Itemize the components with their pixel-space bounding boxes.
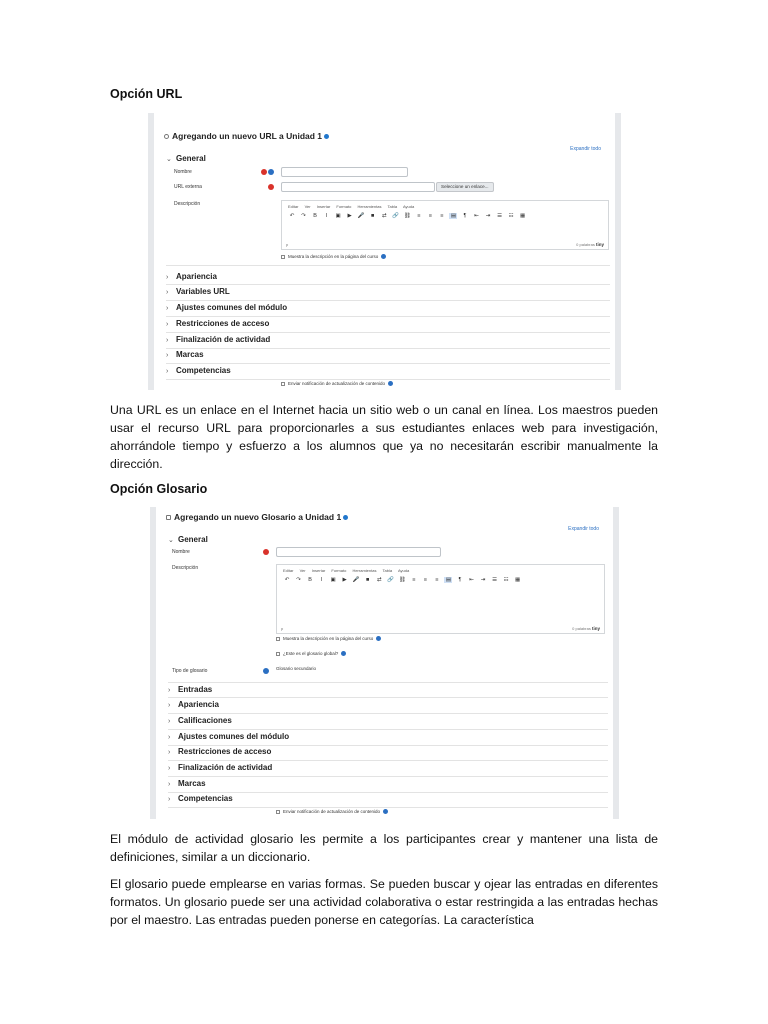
menu-ayuda[interactable]: Ayuda: [402, 204, 415, 209]
field-label-nombre: Nombre: [174, 169, 192, 175]
redo-icon[interactable]: ↷: [301, 213, 306, 219]
h5p-icon[interactable]: ⇄: [381, 213, 387, 219]
word-count: 0 palabras tiny: [576, 242, 604, 247]
editor-toolbar: [288, 213, 529, 219]
show-description-checkbox[interactable]: Muestra la descripción en la página del curso: [276, 636, 381, 641]
chevron-down-icon: ⌄: [166, 156, 172, 163]
help-icon: [268, 169, 274, 175]
h5p-icon[interactable]: ⇄: [376, 577, 382, 583]
divider: [166, 316, 610, 317]
global-glossary-checkbox[interactable]: ¿Este es el glosario global?: [276, 651, 346, 656]
section-ajustes-comunes[interactable]: › Ajustes comunes del módulo: [168, 732, 290, 741]
rtl-icon[interactable]: ¶: [458, 577, 462, 583]
bold-icon[interactable]: B: [313, 213, 317, 219]
divider: [168, 682, 608, 683]
divider: [168, 729, 608, 730]
section-finalizacion[interactable]: › Finalización de actividad: [166, 335, 271, 344]
help-icon: [341, 651, 346, 656]
chevron-right-icon: ›: [168, 734, 171, 741]
section-entradas[interactable]: › Entradas: [168, 685, 213, 694]
image-icon[interactable]: ▣: [330, 577, 336, 583]
field-label-tipo: Tipo de glosario: [172, 668, 208, 674]
menu-insertar[interactable]: Insertar: [311, 568, 326, 573]
ltr-icon[interactable]: ▤: [445, 577, 452, 583]
image-icon[interactable]: ▣: [335, 213, 341, 219]
help-icon: [383, 809, 388, 814]
nombre-input[interactable]: [276, 547, 441, 557]
section-apariencia[interactable]: › Apariencia: [168, 700, 219, 709]
checkbox-icon[interactable]: [276, 810, 280, 814]
paragraph-glosario-1: El módulo de actividad glosario les permite a los participantes crear y mantener una lista de definiciones, similar a un diccionario.: [110, 832, 658, 864]
menu-ayuda[interactable]: Ayuda: [397, 568, 410, 573]
tiny-logo: tiny: [595, 242, 604, 247]
chevron-right-icon: ›: [168, 749, 171, 756]
chevron-right-icon: ›: [168, 796, 171, 803]
help-icon: [381, 254, 386, 259]
section-general[interactable]: ⌄ General: [166, 154, 206, 163]
show-description-checkbox[interactable]: Muestra la descripción en la página del curso: [281, 254, 386, 259]
editor-menubar: [283, 568, 414, 573]
divider: [168, 792, 608, 793]
field-label-nombre: Nombre: [172, 549, 190, 555]
heading-url: Opción URL: [110, 87, 183, 101]
divider: [166, 284, 610, 285]
menu-tabla[interactable]: Tabla: [387, 204, 398, 209]
divider: [166, 363, 610, 364]
checkbox-icon[interactable]: [281, 382, 285, 386]
chevron-right-icon: ›: [166, 368, 169, 375]
paragraph-url: Una URL es un enlace en el Internet hacia un sitio web o un canal en línea. Los maestros pueden usar el recurso URL para proporcionarles a sus estudiantes enlaces web para investigación, ahorrándole tiempo y esfuerzo a los alumnos que ya no necesitarán escribir manualmente la dirección.: [110, 403, 658, 471]
word-count: 0 palabras tiny: [572, 626, 600, 631]
chevron-right-icon: ›: [166, 289, 169, 296]
chevron-right-icon: ›: [168, 718, 171, 725]
align-center-icon[interactable]: ≡: [428, 213, 432, 219]
section-variables-url[interactable]: › Variables URL: [166, 287, 230, 296]
undo-icon[interactable]: ↶: [289, 213, 295, 219]
url-screenshot: [148, 113, 621, 390]
help-icon: [343, 515, 348, 520]
microphone-icon[interactable]: 🎤: [357, 213, 365, 219]
checkbox-icon[interactable]: [276, 652, 280, 656]
section-apariencia[interactable]: › Apariencia: [166, 272, 217, 281]
checkbox-icon[interactable]: [281, 255, 285, 259]
url-input[interactable]: [281, 182, 435, 192]
menu-editar[interactable]: Editar: [288, 204, 299, 209]
paragraph-glosario-2: El glosario puede emplearse en varias formas. Se pueden buscar y ojear las entradas en diferentes formatos. Un glosario puede ser una actividad colaborativa o estar restringida a las entradas hechas por el maestro. Las entradas pueden ponerse en categorías. La característica: [110, 877, 658, 927]
divider: [166, 265, 610, 266]
editor-path: p: [286, 242, 289, 247]
chevron-right-icon: ›: [166, 274, 169, 281]
bullet-list-icon[interactable]: ☰: [492, 577, 498, 583]
help-icon: [376, 636, 381, 641]
numbered-list-icon[interactable]: ☷: [503, 577, 509, 583]
help-icon: [324, 134, 329, 139]
align-left-icon[interactable]: ≡: [417, 213, 421, 219]
outdent-icon[interactable]: ⇤: [474, 213, 479, 219]
editor-toolbar: [283, 577, 524, 583]
unlink-icon[interactable]: ⛓: [403, 213, 411, 219]
expand-all-link[interactable]: Expandir todo: [570, 146, 601, 152]
divider: [168, 760, 608, 761]
divider: [166, 348, 610, 349]
unlink-icon[interactable]: ⛓: [398, 577, 406, 583]
editor-menubar: [288, 204, 419, 209]
numbered-list-icon[interactable]: ☷: [508, 213, 514, 219]
divider: [166, 332, 610, 333]
chevron-right-icon: ›: [166, 337, 169, 344]
divider: [168, 776, 608, 777]
glosario-screenshot: [150, 507, 619, 819]
description-editor[interactable]: [281, 200, 609, 250]
video-icon[interactable]: ■: [366, 577, 370, 583]
tiny-logo: tiny: [591, 626, 600, 631]
section-competencias[interactable]: › Competencias: [168, 794, 233, 803]
chevron-right-icon: ›: [166, 321, 169, 328]
section-competencias[interactable]: › Competencias: [166, 366, 231, 375]
link-icon[interactable]: 🔗: [387, 577, 395, 583]
required-icon: [263, 549, 269, 555]
menu-tabla[interactable]: Tabla: [382, 568, 393, 573]
menu-formato[interactable]: Formato: [336, 204, 352, 209]
bold-icon[interactable]: B: [308, 577, 312, 583]
section-finalizacion[interactable]: › Finalización de actividad: [168, 763, 273, 772]
section-restricciones[interactable]: › Restricciones de acceso: [168, 747, 272, 756]
menu-ver[interactable]: Ver: [304, 204, 311, 209]
menu-insertar[interactable]: Insertar: [316, 204, 331, 209]
section-general[interactable]: ⌄ General: [168, 535, 208, 544]
outdent-icon[interactable]: ⇤: [469, 577, 474, 583]
menu-herramientas[interactable]: Herramientas: [357, 204, 382, 209]
menu-ver[interactable]: Ver: [299, 568, 306, 573]
menu-editar[interactable]: Editar: [283, 568, 294, 573]
divider: [168, 745, 608, 746]
undo-icon[interactable]: ↶: [284, 577, 290, 583]
field-label-descripcion: Descripción: [174, 201, 201, 207]
section-calificaciones[interactable]: › Calificaciones: [168, 716, 232, 725]
chevron-down-icon: ⌄: [168, 537, 174, 544]
media-icon[interactable]: ▶: [347, 213, 352, 219]
chevron-right-icon: ›: [166, 352, 169, 359]
link-icon[interactable]: 🔗: [392, 213, 400, 219]
rtl-icon[interactable]: ¶: [463, 213, 467, 219]
glossary-type-select[interactable]: Glosario secundario: [276, 666, 317, 671]
description-editor[interactable]: [276, 564, 605, 634]
indent-icon[interactable]: ⇥: [485, 213, 491, 219]
menu-formato[interactable]: Formato: [331, 568, 347, 573]
expand-all-link[interactable]: Expandir todo: [568, 526, 599, 532]
notify-checkbox[interactable]: Enviar notificación de actualización de contenido: [281, 381, 393, 386]
chevron-right-icon: ›: [166, 305, 169, 312]
select-link-button[interactable]: Seleccione un enlace...: [436, 182, 494, 192]
divider: [166, 379, 610, 380]
bullet-list-icon[interactable]: ☰: [497, 213, 503, 219]
italic-icon[interactable]: I: [320, 577, 323, 583]
media-icon[interactable]: ▶: [342, 577, 347, 583]
chevron-right-icon: ›: [168, 781, 171, 788]
section-marcas[interactable]: › Marcas: [168, 779, 206, 788]
italic-icon[interactable]: I: [325, 213, 328, 219]
microphone-icon[interactable]: 🎤: [352, 577, 360, 583]
collapse-icon: [166, 515, 171, 520]
field-label-descripcion: Descripción: [172, 565, 199, 571]
collapse-icon: [164, 134, 169, 139]
checkbox-icon[interactable]: [276, 637, 280, 641]
calculator-icon[interactable]: ▦: [515, 577, 521, 583]
video-icon[interactable]: ■: [371, 213, 375, 219]
section-restricciones[interactable]: › Restricciones de acceso: [166, 319, 270, 328]
calculator-icon[interactable]: ▦: [520, 213, 526, 219]
align-right-icon[interactable]: ≡: [440, 213, 444, 219]
divider: [168, 697, 608, 698]
field-label-url: URL externa: [174, 184, 202, 190]
help-icon: [263, 668, 269, 674]
align-left-icon[interactable]: ≡: [412, 577, 416, 583]
chevron-right-icon: ›: [168, 702, 171, 709]
form-title: Agregando un nuevo URL a Unidad 1: [164, 131, 329, 141]
redo-icon[interactable]: ↷: [296, 577, 301, 583]
divider: [168, 807, 608, 808]
chevron-right-icon: ›: [168, 765, 171, 772]
menu-herramientas[interactable]: Herramientas: [352, 568, 377, 573]
required-icon: [261, 169, 267, 175]
ltr-icon[interactable]: ▤: [450, 213, 457, 219]
divider: [168, 713, 608, 714]
editor-path: p: [281, 626, 284, 631]
indent-icon[interactable]: ⇥: [480, 577, 486, 583]
notify-checkbox[interactable]: Enviar notificación de actualización de contenido: [276, 809, 388, 814]
align-right-icon[interactable]: ≡: [435, 577, 439, 583]
required-icon: [268, 184, 274, 190]
section-marcas[interactable]: › Marcas: [166, 350, 204, 359]
section-ajustes-comunes[interactable]: › Ajustes comunes del módulo: [166, 303, 288, 312]
divider: [166, 300, 610, 301]
chevron-right-icon: ›: [168, 687, 171, 694]
help-icon: [388, 381, 393, 386]
form-title: Agregando un nuevo Glosario a Unidad 1: [166, 512, 348, 522]
heading-glosario: Opción Glosario: [110, 482, 208, 496]
align-center-icon[interactable]: ≡: [423, 577, 427, 583]
nombre-input[interactable]: [281, 167, 408, 177]
